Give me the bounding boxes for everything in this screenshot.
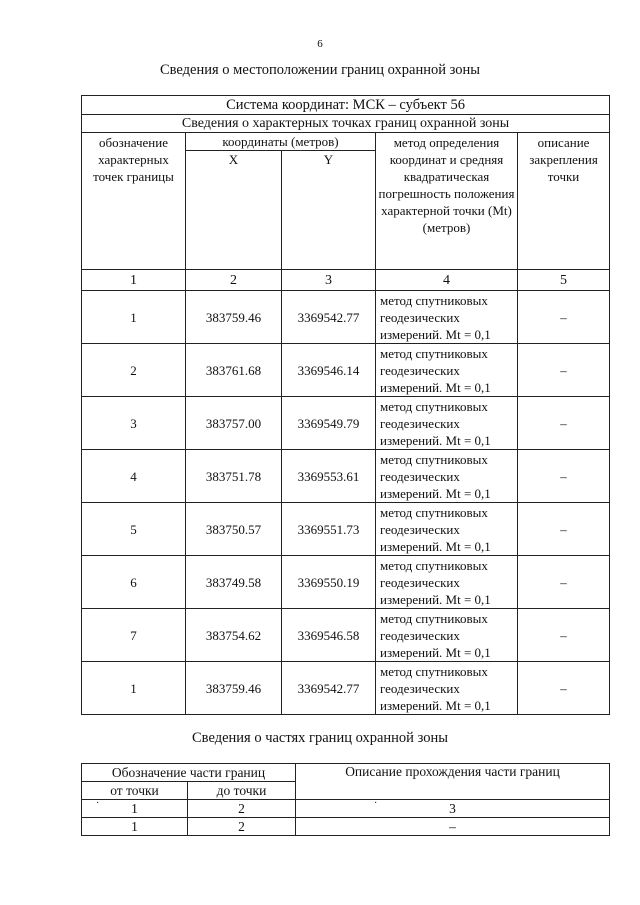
y-cell: 3369546.58 <box>282 609 376 662</box>
from-point-cell: 1 <box>82 818 188 836</box>
point-cell: 1 <box>82 291 186 344</box>
method-cell: метод спутниковых геодезических измерений. Mt = 0,1 <box>376 344 518 397</box>
header-y: Y <box>282 151 376 270</box>
x-cell: 383759.46 <box>186 291 282 344</box>
method-cell: метод спутниковых геодезических измерений. Mt = 0,1 <box>376 609 518 662</box>
table-row <box>82 609 610 662</box>
header-part-description: Описание прохождения части границ <box>296 764 610 800</box>
parts-column-number: 2 <box>188 800 296 818</box>
column-number: 2 <box>186 270 282 291</box>
description-cell: – <box>518 450 610 503</box>
header-from-point: от точки <box>82 782 188 800</box>
part-description-cell: – <box>296 818 610 836</box>
column-number: 4 <box>376 270 518 291</box>
point-cell: 1 <box>82 662 186 715</box>
header-part-designation: Обозначение части границ <box>82 764 296 782</box>
table-row <box>82 556 610 609</box>
to-point-cell: 2 <box>188 818 296 836</box>
description-cell: – <box>518 662 610 715</box>
header-coordinates: координаты (метров) <box>186 133 376 151</box>
table-subtitle: Сведения о характерных точках границ охранной зоны <box>82 115 610 133</box>
column-number: 5 <box>518 270 610 291</box>
method-cell: метод спутниковых геодезических измерений. Mt = 0,1 <box>376 450 518 503</box>
table-row <box>82 450 610 503</box>
description-cell: – <box>518 291 610 344</box>
header-description: описание закрепления точки <box>518 133 610 270</box>
y-cell: 3369542.77 <box>282 662 376 715</box>
column-number: 1 <box>82 270 186 291</box>
description-cell: – <box>518 503 610 556</box>
y-cell: 3369549.79 <box>282 397 376 450</box>
table-row <box>82 291 610 344</box>
x-cell: 383751.78 <box>186 450 282 503</box>
method-cell: метод спутниковых геодезических измерений. Mt = 0,1 <box>376 556 518 609</box>
y-cell: 3369551.73 <box>282 503 376 556</box>
table-row <box>82 818 610 836</box>
method-cell: метод спутниковых геодезических измерений. Mt = 0,1 <box>376 397 518 450</box>
table-row <box>82 344 610 397</box>
method-cell: метод спутниковых геодезических измерений. Mt = 0,1 <box>376 503 518 556</box>
x-cell: 383754.62 <box>186 609 282 662</box>
y-cell: 3369542.77 <box>282 291 376 344</box>
table-row <box>82 662 610 715</box>
parts-column-number: · 3 <box>296 800 610 818</box>
column-number: 3 <box>282 270 376 291</box>
y-cell: 3369553.61 <box>282 450 376 503</box>
header-to-point: до точки <box>188 782 296 800</box>
y-cell: 3369550.19 <box>282 556 376 609</box>
parts-heading: Сведения о частях границ охранной зоны <box>192 730 448 746</box>
table-row <box>82 503 610 556</box>
method-cell: метод спутниковых геодезических измерений. Mt = 0,1 <box>376 291 518 344</box>
boundary-parts-table <box>81 763 610 836</box>
method-cell: метод спутниковых геодезических измерений. Mt = 0,1 <box>376 662 518 715</box>
x-cell: 383761.68 <box>186 344 282 397</box>
page-heading: Сведения о местоположении границ охранной зоны <box>159 62 480 78</box>
description-cell: – <box>518 344 610 397</box>
y-cell: 3369546.14 <box>282 344 376 397</box>
page-number: 6 <box>317 38 323 50</box>
point-cell: 2 <box>82 344 186 397</box>
description-cell: – <box>518 609 610 662</box>
x-cell: 383759.46 <box>186 662 282 715</box>
table-row <box>82 397 610 450</box>
point-cell: 4 <box>82 450 186 503</box>
header-x: X <box>186 151 282 270</box>
x-cell: 383750.57 <box>186 503 282 556</box>
description-cell: – <box>518 397 610 450</box>
point-cell: 7 <box>82 609 186 662</box>
description-cell: – <box>518 556 610 609</box>
header-method: метод определения координат и средняя квадратическая погрешность положения характерной точки (Mt) (метров) <box>376 133 518 270</box>
header-point: обозначение характерных точек границы <box>82 133 186 270</box>
parts-column-number: · 1 <box>82 800 188 818</box>
coordinate-system-title: Система координат: МСК – субъект 56 <box>82 96 610 115</box>
point-cell: 5 <box>82 503 186 556</box>
point-cell: 3 <box>82 397 186 450</box>
x-cell: 383757.00 <box>186 397 282 450</box>
x-cell: 383749.58 <box>186 556 282 609</box>
coordinates-table <box>81 95 610 715</box>
point-cell: 6 <box>82 556 186 609</box>
